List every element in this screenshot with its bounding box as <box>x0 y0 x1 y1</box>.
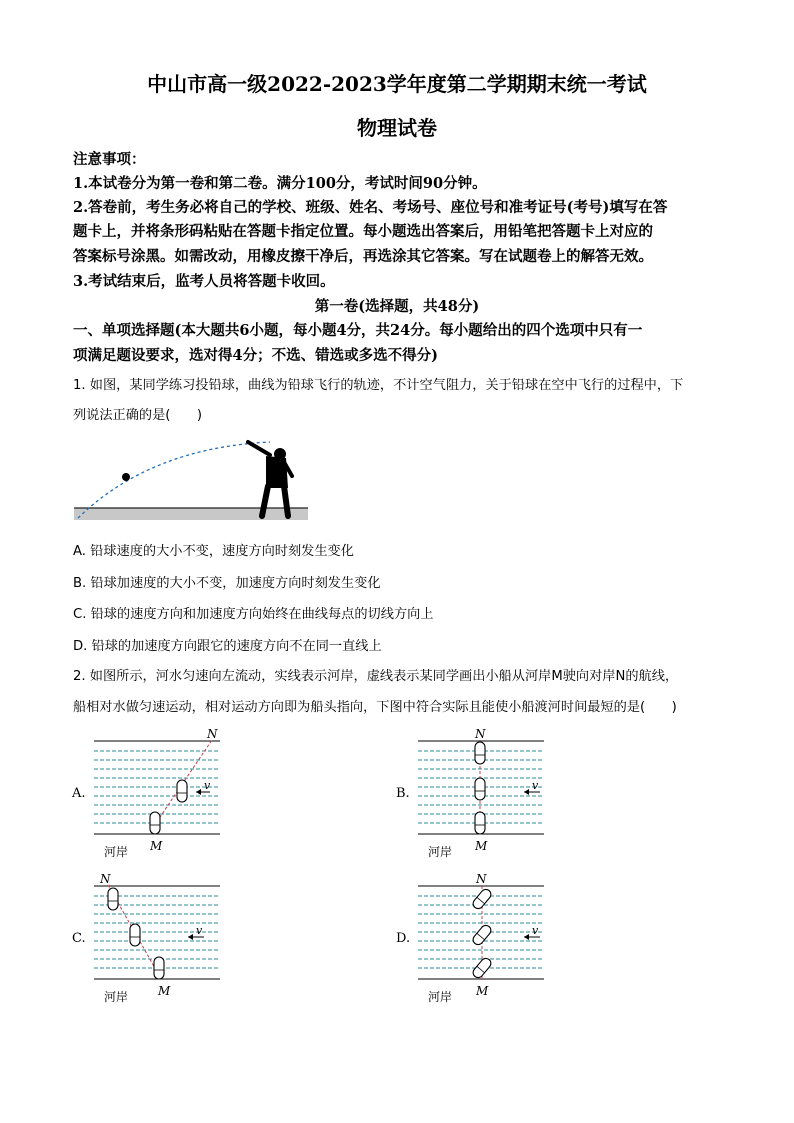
q1-stem-line-1: 1. 如图，某同学练习投铅球，曲线为铅球飞行的轨迹，不计空气阻力，关于铅球在空中飞行的过程中，下 <box>73 378 684 393</box>
q1-option-d: D. 铅球的加速度方向跟它的速度方向不在同一直线上 <box>73 639 382 654</box>
trajectory-curve <box>78 442 270 518</box>
q1-stem-line-2: 列说法正确的是( ) <box>73 408 202 423</box>
q2-stem-line-2: 船相对水做匀速运动，相对运动方向即为船头指向，下图中符合实际且能使小船渡河时间最短的是( ) <box>73 700 677 715</box>
svg-text:M: M <box>150 839 163 853</box>
shot-put-figure <box>70 430 315 526</box>
svg-text:N: N <box>207 727 218 741</box>
river-diagram-d <box>416 871 546 1005</box>
notice-heading: 注意事项： <box>73 151 146 168</box>
notice-line-5: 3.考试结束后，监考人员将答题卡收回。 <box>73 273 335 290</box>
q1-option-c: C. 铅球的速度方向和加速度方向始终在曲线每点的切线方向上 <box>73 607 434 622</box>
river-diagram-b <box>416 726 546 860</box>
svg-text:v: v <box>196 924 203 937</box>
section-instructions-2: 项满足题设要求，选对得4分；不选、错选或多选不得分) <box>73 347 438 364</box>
svg-text:N: N <box>476 872 487 886</box>
q2-stem-line-1: 2. 如图所示，河水匀速向左流动，实线表示河岸，虚线表示某同学画出小船从河岸M驶向对岸N的航线， <box>73 669 679 684</box>
notice-line-4: 答案标号涂黑。如需改动，用橡皮擦干净后，再选涂其它答案。写在试题卷上的解答无效。 <box>73 248 653 265</box>
notice-line-2: 2.答卷前，考生务必将自己的学校、班级、姓名、考场号、座位号和准考证号(考号)填写在答 <box>73 199 668 216</box>
svg-text:M: M <box>476 984 489 998</box>
q2-option-a-label: A. <box>72 786 86 801</box>
svg-text:N: N <box>100 872 111 886</box>
svg-text:v: v <box>532 924 539 937</box>
svg-text:M: M <box>475 839 488 853</box>
svg-text:N: N <box>475 727 486 741</box>
shot-put-ball <box>122 473 130 481</box>
notice-line-3: 题卡上，并将条形码粘贴在答题卡指定位置。每小题选出答案后，用铅笔把答题卡上对应的 <box>73 223 653 240</box>
q2-option-b-label: B. <box>396 786 410 801</box>
q1-option-a: A. 铅球速度的大小不变，速度方向时刻发生变化 <box>73 544 354 559</box>
q2-option-c-label: C. <box>72 931 86 946</box>
athlete-silhouette <box>248 442 292 516</box>
q1-option-b: B. 铅球加速度的大小不变，加速度方向时刻发生变化 <box>73 576 381 591</box>
svg-text:河岸: 河岸 <box>104 990 129 1004</box>
svg-text:河岸: 河岸 <box>104 845 129 859</box>
svg-text:河岸: 河岸 <box>428 990 453 1004</box>
exam-title: 中山市高一级2022-2023学年度第二学期期末统一考试 <box>147 72 647 96</box>
svg-text:v: v <box>532 779 539 792</box>
q2-option-d-label: D. <box>396 931 411 946</box>
ground <box>74 508 308 520</box>
river-diagram-c <box>92 871 222 1005</box>
river-diagram-a <box>92 726 222 860</box>
svg-text:河岸: 河岸 <box>428 845 453 859</box>
section-title: 第一卷(选择题，共48分) <box>314 298 480 315</box>
notice-line-1: 1.本试卷分为第一卷和第二卷。满分100分，考试时间90分钟。 <box>73 175 487 192</box>
svg-text:M: M <box>158 984 171 998</box>
section-instructions-1: 一、单项选择题(本大题共6小题，每小题4分，共24分。每小题给出的四个选项中只有一 <box>73 322 643 339</box>
exam-subtitle: 物理试卷 <box>357 116 437 140</box>
svg-text:v: v <box>204 779 211 792</box>
